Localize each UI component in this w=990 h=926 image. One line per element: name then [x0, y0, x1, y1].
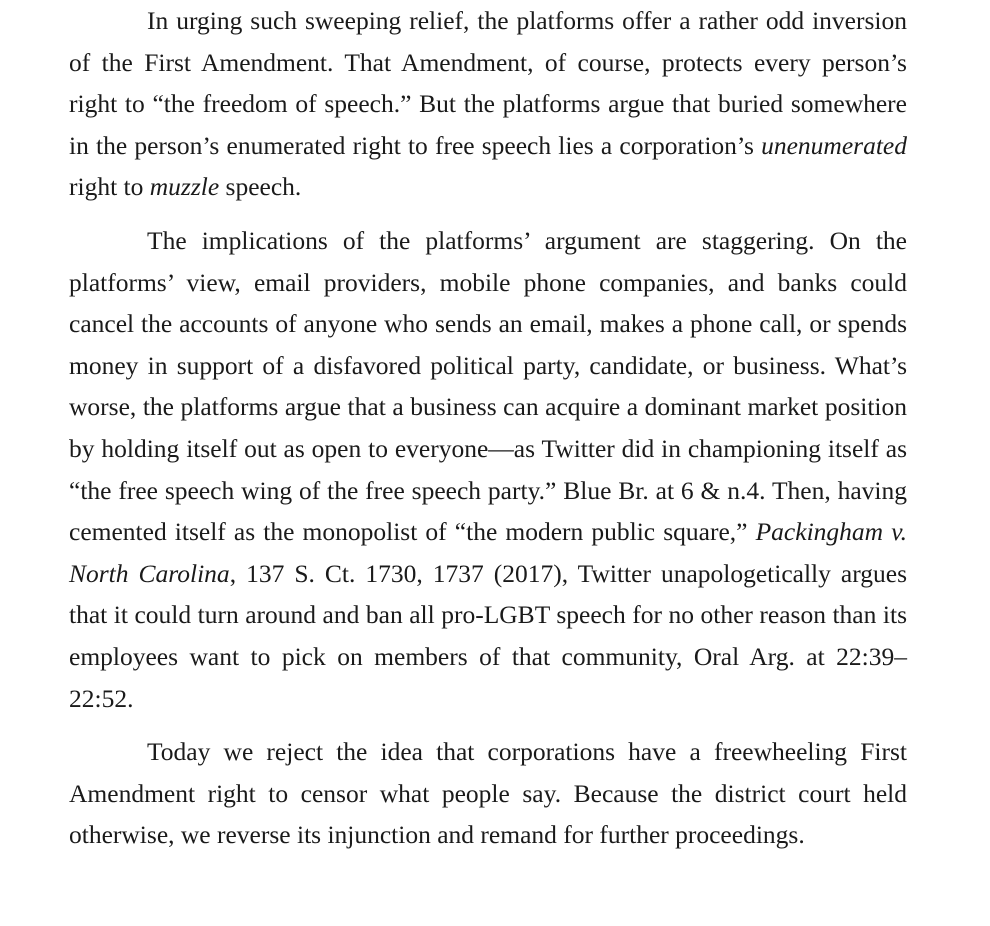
text-segment: The implications of the platforms’ argument are staggering. On the platforms’ view, email providers, mobile phone companies, and banks could cancel the accounts of anyone who sends an email, makes a phone call, or spends money in support of a disfavored political party, candidate, or business. What’s worse, the platforms argue that a business can acquire a dominant market position by holding itself out as open to everyone—as Twitter did in championing itself as “the free speech wing of the free speech party.” Blue Br. at 6 & n.4. Then, having cemented itself as the monopolist of “the modern public square,” — [69, 225, 907, 547]
opinion-text — [69, 0, 907, 856]
case-citation: Packingham v. North Carolina — [69, 517, 907, 588]
italic-term: unenumerated — [761, 130, 907, 160]
paragraph-2 — [69, 220, 907, 719]
paragraph-3 — [69, 731, 907, 856]
text-segment: speech. — [219, 172, 302, 202]
text-segment: Today we reject the idea that corporations have a freewheeling First Amendment right to censor what people say. Because the district court held otherwise, we reverse its injunction and remand for further proceedings. — [69, 737, 907, 850]
italic-term: muzzle — [149, 172, 220, 202]
text-segment: In urging such sweeping relief, the platforms offer a rather odd inversion of the First Amendment. That Amendment, of course, protects every person’s right to “the freedom of speech.” But the platforms argue that buried somewhere in the person’s enumerated right to free speech lies a corporation’s — [69, 6, 907, 160]
paragraph-1 — [69, 0, 907, 208]
text-segment: , 137 S. Ct. 1730, 1737 (2017), Twitter unapologetically argues that it could turn around and ban all pro-LGBT speech for no other reason than its employees want to pick on members of that community, Oral Arg. at 22:39–22:52. — [69, 558, 907, 713]
text-segment: right to — [69, 172, 150, 202]
